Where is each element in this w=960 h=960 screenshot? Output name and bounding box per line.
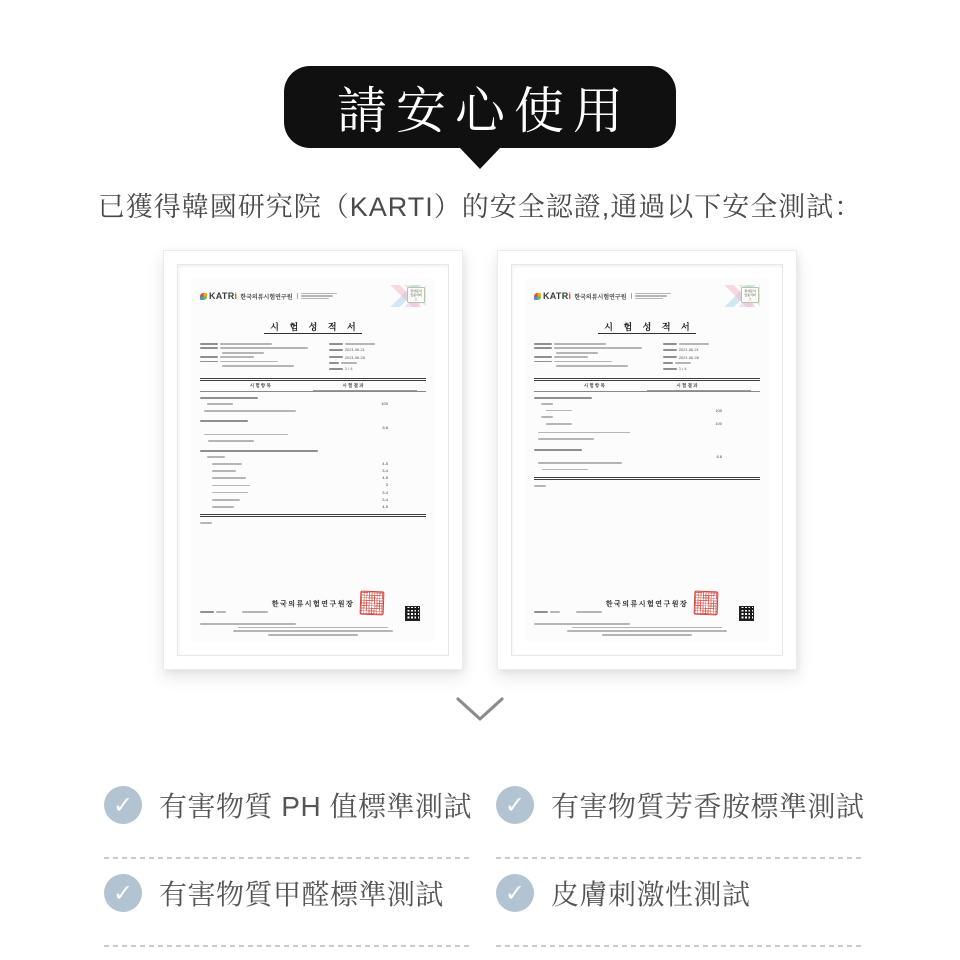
pastel-mosaic-decoration	[720, 285, 760, 307]
pastel-mosaic-decoration	[386, 285, 426, 307]
certificate-frame-left	[163, 250, 463, 670]
check-circle-icon: ✓	[104, 786, 142, 824]
table-bottom-rule	[200, 514, 426, 517]
certificate-paper	[525, 278, 769, 642]
signature-block	[534, 591, 760, 636]
qr-code-icon	[739, 606, 754, 621]
checklist-item-label: 有害物質甲醛標準測試	[159, 879, 445, 910]
address-block	[297, 293, 337, 300]
address-block	[631, 293, 671, 300]
red-seal-stamp	[360, 590, 385, 615]
table-body: 100 100 6.8	[534, 396, 760, 471]
katri-org-name: 한국의류시험연구원	[574, 294, 627, 301]
signature-block	[200, 591, 426, 636]
red-seal-stamp	[694, 590, 719, 615]
katri-logo-icon	[534, 293, 541, 300]
table-header: 시 험 항 목 시 험 결 과	[249, 382, 364, 388]
date-received: 2021.06.21	[678, 347, 699, 353]
checklist-item-label: 有害物質 PH 值標準測試	[159, 791, 472, 822]
certificate-paper	[191, 278, 435, 642]
qr-code-icon	[405, 606, 420, 621]
check-circle-icon: ✓	[104, 874, 142, 912]
certificate-frame-right	[497, 250, 797, 670]
page-count: 1 / 4	[678, 366, 687, 372]
checklist-item	[494, 865, 865, 953]
page-count: 1 / 4	[344, 366, 353, 372]
katri-org-name: 한국의류시험연구원	[240, 294, 293, 301]
report-title: 시 험 성 적 서	[200, 317, 426, 335]
dashed-divider	[496, 945, 865, 947]
checklist-item	[494, 777, 865, 865]
assurance-banner	[284, 66, 676, 169]
checklist-item-label: 有害物質芳香胺標準測試	[550, 791, 865, 822]
table-body: 100 6.8 4-5 3-4 4-5 3 3-4 3-4 4-5	[200, 396, 426, 509]
dashed-divider	[104, 857, 472, 859]
dashed-divider	[496, 857, 865, 859]
footer-notes	[534, 623, 760, 636]
end-mark	[200, 522, 212, 524]
katri-brand: KATRi	[543, 291, 572, 301]
certification-subtitle: 已獲得韓國研究院（KARTI）的安全認證,通過以下安全測試：	[97, 192, 863, 222]
report-fields	[534, 343, 760, 371]
table-bottom-rule	[534, 477, 760, 480]
checklist-item-label: 皮膚刺激性測試	[550, 879, 751, 910]
table-header-rule	[200, 391, 426, 392]
banner-title: 請安心使用	[337, 83, 632, 139]
speech-bubble-tail	[459, 147, 501, 169]
checklist-item	[102, 777, 472, 865]
chevron-down-icon	[455, 696, 505, 729]
date-issued: 2021.06.28	[344, 354, 365, 360]
date-received: 2021.06.21	[344, 347, 365, 353]
certificates-row	[163, 250, 797, 670]
report-title: 시 험 성 적 서	[534, 317, 760, 335]
table-header: 시 험 항 목 시 험 결 과	[583, 382, 698, 388]
katri-brand: KATRi	[209, 291, 238, 301]
certificate-header	[200, 286, 426, 306]
date-issued: 2021.06.28	[678, 354, 699, 360]
safety-test-checklist	[102, 777, 865, 953]
director-line: 한국의류시험연구원장	[605, 600, 689, 608]
table-header-rule	[534, 391, 760, 392]
end-mark	[534, 485, 546, 487]
e-document-badge: 전자문서 인증서비스	[407, 287, 425, 303]
footer-notes	[200, 623, 426, 636]
dashed-divider	[104, 945, 472, 947]
check-circle-icon: ✓	[496, 786, 534, 824]
report-fields	[200, 343, 426, 371]
check-circle-icon: ✓	[496, 874, 534, 912]
certificate-header	[534, 286, 760, 306]
checklist-item	[102, 865, 472, 953]
director-line: 한국의류시험연구원장	[271, 600, 355, 608]
katri-logo-icon	[200, 293, 207, 300]
e-document-badge: 전자문서 인증서비스	[741, 287, 759, 303]
banner-bubble	[284, 66, 676, 148]
